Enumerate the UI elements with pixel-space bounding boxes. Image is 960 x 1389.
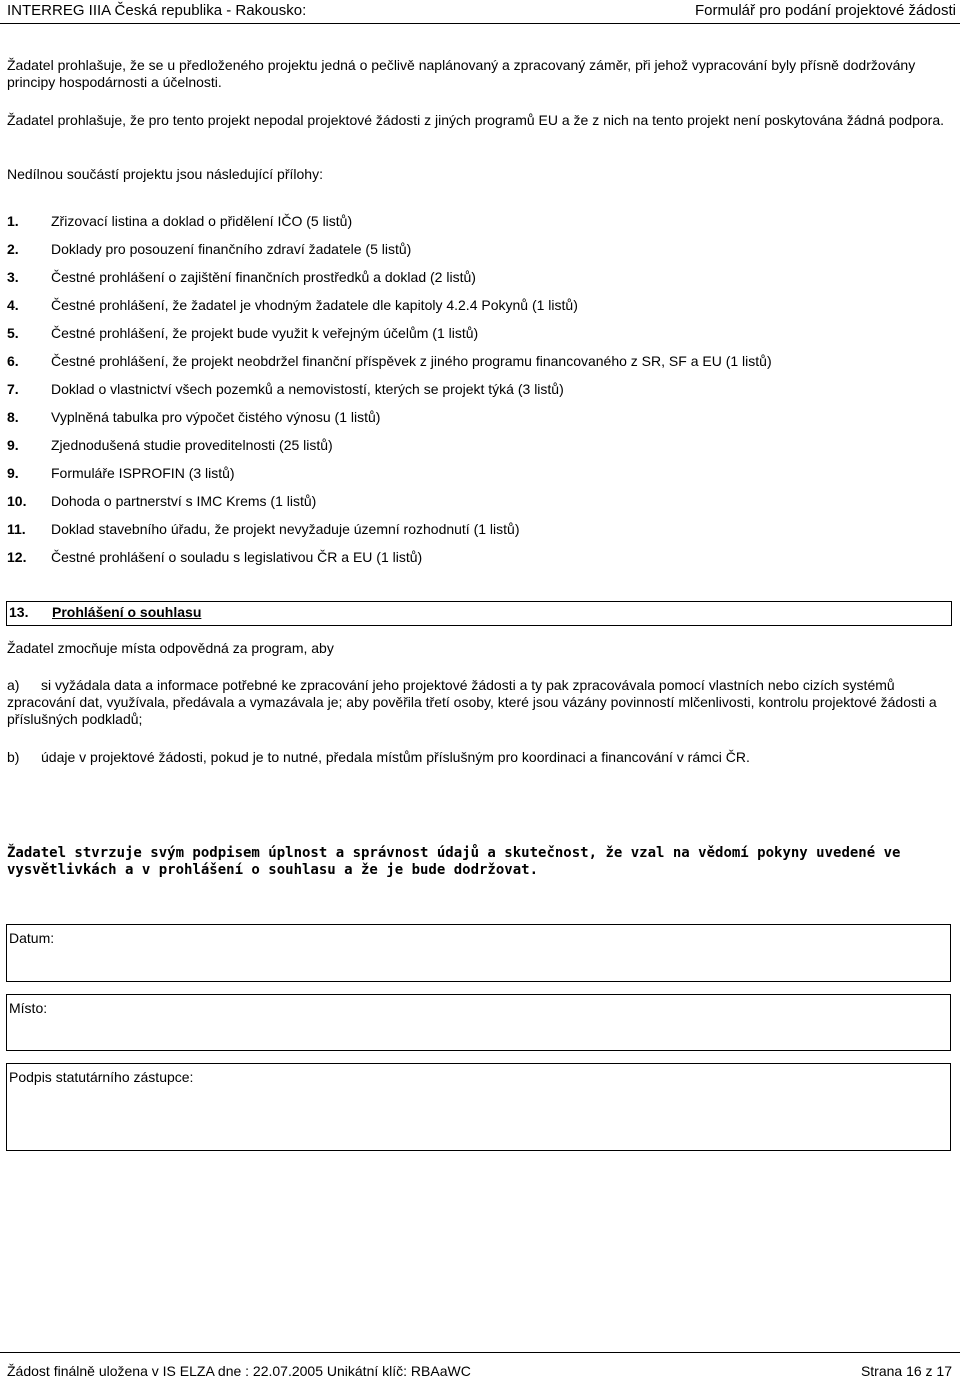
item-text: Zjednodušená studie proveditelnosti (25 listů): [51, 437, 333, 453]
confirmation-statement: Žadatel stvrzuje svým podpisem úplnost a správnost údajů a skutečnost, že vzal na vědomí pokyny uvedené ve vysvětlivkách a v prohlášení o souhlasu a že je bude dodržovat.: [7, 845, 901, 878]
section-number: 13.: [9, 604, 29, 620]
list-item: [7, 549, 952, 577]
attachments-intro: Nedílnou součástí projektu jsou následující přílohy:: [7, 166, 323, 182]
list-item: [7, 269, 952, 297]
item-number: 2.: [7, 241, 19, 257]
consent-item-b-label: b): [7, 749, 20, 765]
header-form-title: Formulář pro podání projektové žádosti: [695, 2, 956, 19]
item-number: 9.: [7, 465, 19, 481]
list-item: [7, 493, 952, 521]
item-text: Čestné prohlášení o zajištění finančních prostředků a doklad (2 listů): [51, 269, 476, 285]
page-footer: [0, 1352, 960, 1381]
item-text: Doklady pro posouzení finančního zdraví žadatele (5 listů): [51, 241, 412, 257]
item-number: 3.: [7, 269, 19, 285]
item-text: Čestné prohlášení, že žadatel je vhodným žadatele dle kapitoly 4.2.4 Pokynů (1 listů): [51, 297, 578, 313]
signature-label: Podpis statutárního zástupce:: [9, 1069, 194, 1085]
item-number: 7.: [7, 381, 19, 397]
attachments-list: [7, 213, 952, 577]
item-text: Vyplněná tabulka pro výpočet čistého výnosu (1 listů): [51, 409, 381, 425]
header-program-title: INTERREG IIIA Česká republika - Rakousko:: [7, 2, 307, 19]
list-item: [7, 353, 952, 381]
footer-save-info: Žádost finálně uložena v IS ELZA dne : 22.07.2005 Unikátní klíč: RBAaWC: [7, 1363, 471, 1379]
item-text: Čestné prohlášení o souladu s legislativou ČR a EU (1 listů): [51, 549, 423, 565]
item-number: 4.: [7, 297, 19, 313]
item-text: Formuláře ISPROFIN (3 listů): [51, 465, 235, 481]
item-number: 5.: [7, 325, 19, 341]
item-number: 11.: [7, 521, 26, 537]
list-item: [7, 437, 952, 465]
item-number: 8.: [7, 409, 19, 425]
consent-item-a-label: a): [7, 677, 20, 693]
item-text: Čestné prohlášení, že projekt bude využit k veřejným účelům (1 listů): [51, 325, 479, 341]
list-item: [7, 297, 952, 325]
list-item: [7, 409, 952, 437]
consent-item-b-text: údaje v projektové žádosti, pokud je to nutné, předala místům příslušným pro koordinaci a financování v rámci ČR.: [41, 749, 750, 765]
consent-item-a-text: si vyžádala data a informace potřebné ke zpracování jeho projektové žádosti a ty pak zpracovávala pomocí vlastních nebo cizích systémů zpracování dat, využívala, předávala a vymazávala je; aby pověřila třetí osoby, které jsou vázány povinností mlčenlivosti, kontrolu projektové žádosti a příslušných podkladů;: [7, 677, 937, 727]
consent-item-a: [7, 677, 952, 728]
list-item: [7, 213, 952, 241]
place-field[interactable]: [6, 994, 951, 1051]
list-item: [7, 381, 952, 409]
date-label: Datum:: [9, 930, 55, 946]
item-number: 6.: [7, 353, 19, 369]
section-heading: [6, 601, 952, 626]
section-title: Prohlášení o souhlasu: [52, 604, 202, 620]
date-field[interactable]: [6, 924, 951, 982]
declaration-paragraph-1: Žadatel prohlašuje, že se u předloženého projektu jedná o pečlivě naplánovaný a zpracovaný záměr, při jehož vypracování byly přísně dodržovány principy hospodárnosti a účelnosti.: [7, 57, 916, 90]
list-item: [7, 325, 952, 353]
item-text: Doklad o vlastnictví všech pozemků a nemovistostí, kterých se projekt týká (3 listů): [51, 381, 564, 397]
signature-field[interactable]: [6, 1063, 951, 1151]
item-number: 1.: [7, 213, 19, 229]
consent-intro: Žadatel zmocňuje místa odpovědná za program, aby: [7, 640, 334, 656]
item-text: Dohoda o partnerství s IMC Krems (1 listů): [51, 493, 317, 509]
place-label: Místo:: [9, 1000, 48, 1016]
page-header: [0, 0, 960, 24]
declaration-paragraph-2: Žadatel prohlašuje, že pro tento projekt nepodal projektové žádosti z jiných programů EU a že z nich na tento projekt není poskytována žádná podpora.: [7, 112, 945, 128]
item-text: Čestné prohlášení, že projekt neobdržel finanční příspěvek z jiného programu financovaného z SR, SF a EU (1 listů): [51, 353, 772, 369]
item-number: 9.: [7, 437, 19, 453]
list-item: [7, 241, 952, 269]
consent-item-b: [7, 749, 952, 766]
item-number: 10.: [7, 493, 27, 509]
page-number: Strana 16 z 17: [860, 1363, 952, 1379]
item-text: Zřizovací listina a doklad o přidělení IČO (5 listů): [51, 213, 353, 229]
list-item: [7, 521, 952, 549]
item-number: 12.: [7, 549, 27, 565]
item-text: Doklad stavebního úřadu, že projekt nevyžaduje územní rozhodnutí (1 listů): [51, 521, 520, 537]
list-item: [7, 465, 952, 493]
